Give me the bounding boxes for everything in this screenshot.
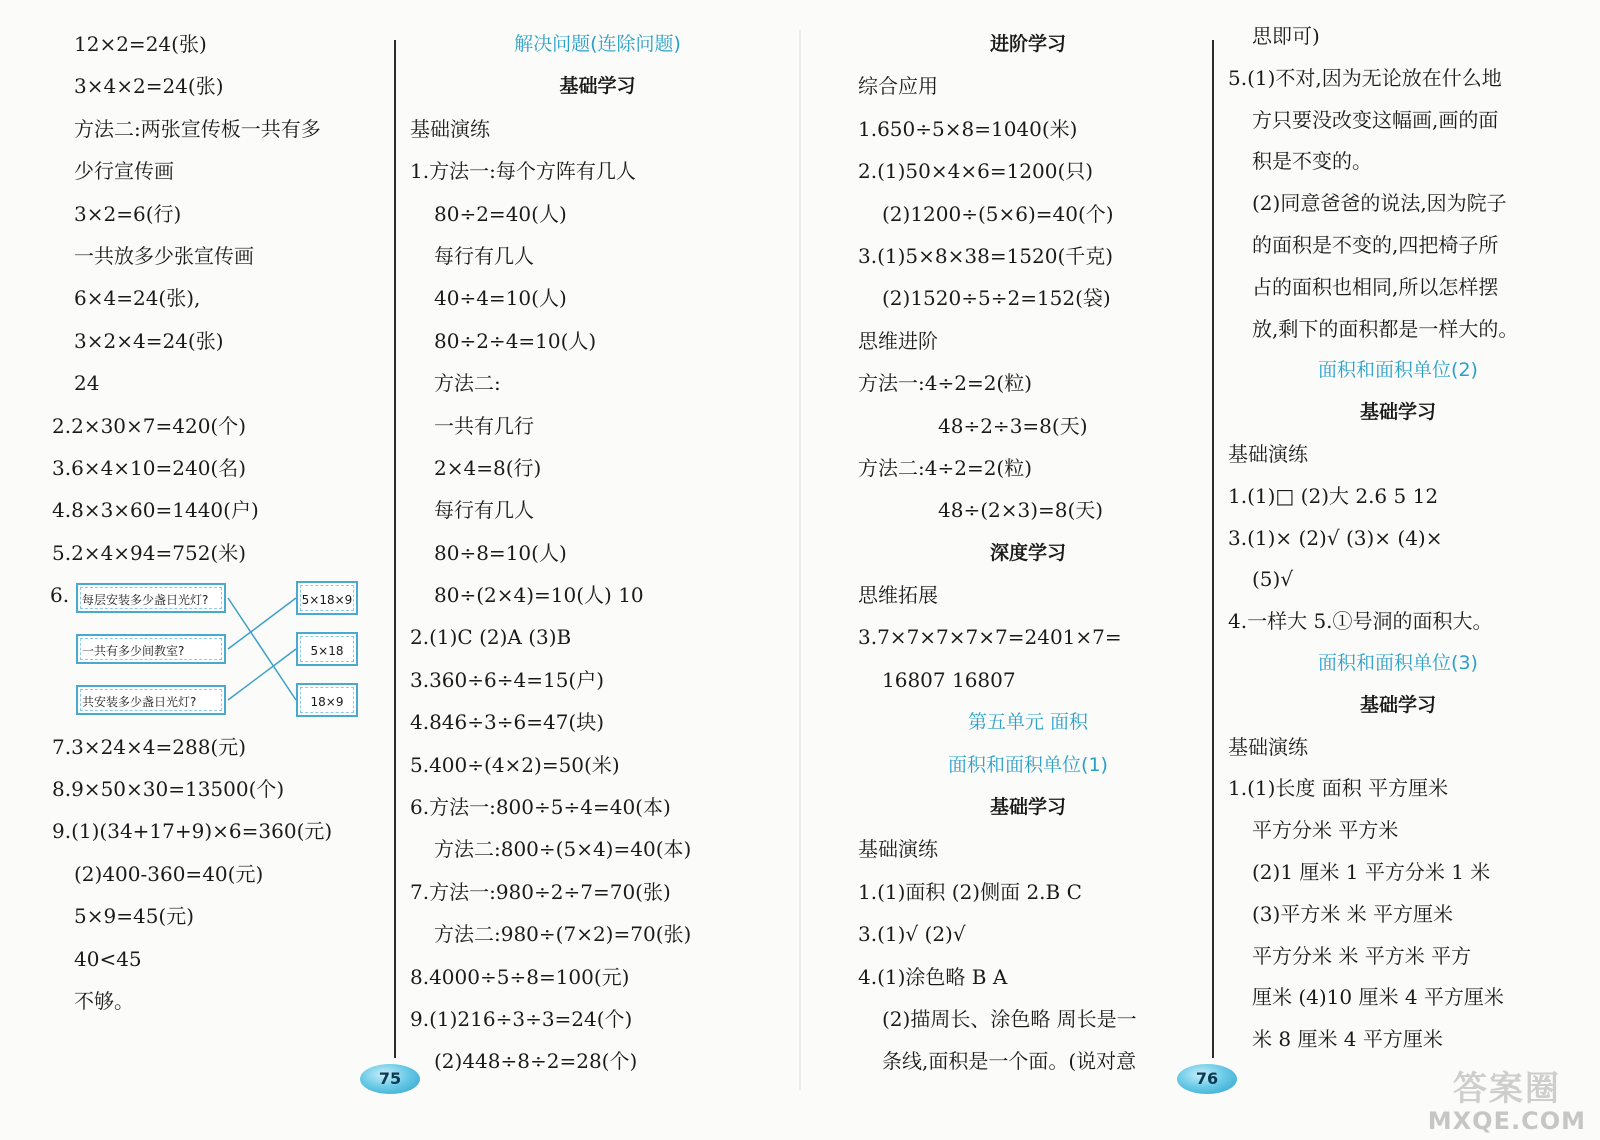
answer-line: 2×4=8(行) bbox=[434, 455, 542, 480]
column-divider bbox=[394, 40, 396, 1058]
answer-line: 占的面积也相同,所以怎样摆 bbox=[1252, 274, 1499, 299]
section-title: 面积和面积单位(1) bbox=[948, 753, 1108, 776]
answer-line: 2.2×30×7=420(个) bbox=[52, 413, 247, 438]
answer-line: 的面积是不变的,四把椅子所 bbox=[1252, 232, 1499, 257]
page-number-left: 75 bbox=[360, 1064, 420, 1094]
left-page-column-1 bbox=[52, 30, 387, 1015]
answer-line: 6.方法一:800÷5÷4=40(本) bbox=[410, 795, 671, 820]
answer-line: 3.6×4×10=240(名) bbox=[52, 455, 247, 480]
section-title: 面积和面积单位(3) bbox=[1318, 651, 1478, 674]
answer-line: 3×4×2=24(张) bbox=[74, 74, 224, 99]
question-number: 6. bbox=[50, 582, 70, 607]
answer-line: 3.(1)√ (2)√ bbox=[858, 922, 966, 947]
answer-line: 3×2=6(行) bbox=[74, 201, 182, 226]
answer-line: 3×2×4=24(张) bbox=[74, 328, 224, 353]
section-heading: 基础学习 bbox=[559, 75, 636, 98]
subsection-label: 基础演练 bbox=[1228, 734, 1308, 759]
answer-line: 5.400÷(4×2)=50(米) bbox=[410, 752, 620, 777]
answer-line: 1.(1)□ (2)大 2.6 5 12 bbox=[1228, 483, 1439, 508]
answer-line: 40÷4=10(人) bbox=[434, 286, 567, 311]
question-box: 每层安装多少盏日光灯? bbox=[76, 583, 226, 613]
matching-diagram bbox=[52, 581, 387, 725]
answer-line: (2)448÷8÷2=28(个) bbox=[434, 1049, 638, 1074]
answer-line: 80÷2÷4=10(人) bbox=[434, 328, 597, 353]
section-heading: 基础学习 bbox=[1359, 693, 1436, 716]
answer-line: 5×9=45(元) bbox=[74, 904, 195, 929]
page-number-right: 76 bbox=[1177, 1064, 1237, 1094]
answer-line: 4.(1)涂色略 B A bbox=[858, 964, 1008, 989]
watermark-url: MXQE.COM bbox=[1427, 1107, 1586, 1135]
answer-line: 9.(1)(34+17+9)×6=360(元) bbox=[52, 819, 333, 844]
section-title: 解决问题(连除问题) bbox=[514, 33, 681, 55]
watermark bbox=[1428, 1070, 1586, 1134]
answer-line: (2)1520÷5÷2=152(袋) bbox=[882, 286, 1111, 311]
answer-line: 2.(1)C (2)A (3)B bbox=[410, 625, 572, 650]
answer-line: 少行宣传画 bbox=[74, 159, 174, 184]
answer-line: 一共放多少张宣传画 bbox=[74, 243, 254, 268]
answer-line: 24 bbox=[74, 371, 100, 396]
answer-line: 条线,面积是一个面。(说对意 bbox=[882, 1049, 1137, 1074]
answer-line: 3.(1)5×8×38=1520(千克) bbox=[858, 243, 1114, 268]
answer-line: 2.(1)50×4×6=1200(只) bbox=[858, 159, 1094, 184]
answer-line: 40<45 bbox=[74, 946, 142, 971]
answer-line: (2)1 厘米 1 平方分米 1 米 bbox=[1252, 859, 1491, 884]
answer-line: (2)400-360=40(元) bbox=[74, 861, 264, 886]
answer-line: 9.(1)216÷3÷3=24(个) bbox=[410, 1006, 633, 1031]
answer-line: 1.(1)面积 (2)侧面 2.B C bbox=[858, 879, 1082, 904]
subsection-label: 基础演练 bbox=[858, 837, 938, 862]
answer-line: 方法二:980÷(7×2)=70(张) bbox=[434, 922, 692, 947]
question-box: 共安装多少盏日光灯? bbox=[76, 685, 226, 715]
answer-line: 7.方法一:980÷2÷7=70(张) bbox=[410, 879, 671, 904]
expression-box: 18×9 bbox=[296, 683, 358, 717]
answer-line: 积是不变的。 bbox=[1252, 149, 1372, 174]
left-page-column-2 bbox=[410, 30, 785, 1075]
answer-line: 48÷(2×3)=8(天) bbox=[938, 498, 1104, 523]
answer-line: 方法一:4÷2=2(粒) bbox=[858, 371, 1033, 396]
answer-line: 3.(1)× (2)√ (3)× (4)× bbox=[1228, 525, 1443, 550]
question-box: 一共有多少间教室? bbox=[76, 634, 226, 664]
answer-line: 平方分米 平方米 bbox=[1252, 818, 1399, 843]
expression-box: 5×18×9 bbox=[296, 581, 358, 615]
answer-line: 1.650÷5×8=1040(米) bbox=[858, 116, 1078, 141]
answer-line: 8.4000÷5÷8=100(元) bbox=[410, 964, 630, 989]
answer-line: 5.(1)不对,因为无论放在什么地 bbox=[1228, 65, 1502, 90]
right-page-column-2 bbox=[1228, 22, 1568, 1053]
answer-line: 5.2×4×94=752(米) bbox=[52, 540, 247, 565]
subsection-label: 思维进阶 bbox=[858, 328, 938, 353]
answer-line: 方法二:800÷(5×4)=40(本) bbox=[434, 837, 692, 862]
column-divider bbox=[1212, 40, 1214, 1058]
answer-line: 1.(1)长度 面积 平方厘米 bbox=[1228, 776, 1449, 801]
match-line bbox=[228, 598, 296, 649]
answer-line: 方法二: bbox=[434, 371, 501, 396]
subsection-label: 基础演练 bbox=[410, 116, 490, 141]
subsection-label: 基础演练 bbox=[1228, 441, 1308, 466]
section-heading: 深度学习 bbox=[989, 541, 1066, 564]
answer-line: (2)描周长、涂色略 周长是一 bbox=[882, 1006, 1137, 1031]
page-gutter bbox=[799, 30, 801, 1090]
subsection-label: 综合应用 bbox=[858, 74, 938, 99]
answer-line: 80÷8=10(人) bbox=[434, 540, 567, 565]
answer-line: 80÷(2×4)=10(人) 10 bbox=[434, 583, 644, 608]
right-page-column-1 bbox=[858, 30, 1198, 1075]
answer-line: (2)1200÷(5×6)=40(个) bbox=[882, 201, 1114, 226]
answer-line: 米 8 厘米 4 平方厘米 bbox=[1252, 1027, 1443, 1052]
unit-title: 第五单元 面积 bbox=[967, 711, 1089, 734]
section-title: 面积和面积单位(2) bbox=[1318, 359, 1478, 382]
answer-line: 不够。 bbox=[74, 989, 134, 1014]
section-heading: 基础学习 bbox=[1359, 401, 1436, 424]
answer-line: 厘米 (4)10 厘米 4 平方厘米 bbox=[1252, 985, 1504, 1010]
answer-line: 4.一样大 5.①号洞的面积大。 bbox=[1228, 609, 1493, 634]
answer-line: 方法二:4÷2=2(粒) bbox=[858, 455, 1033, 480]
answer-line: 4.846÷3÷6=47(块) bbox=[410, 710, 605, 735]
match-line bbox=[228, 649, 296, 700]
answer-line: 3.360÷6÷4=15(户) bbox=[410, 667, 605, 692]
watermark-logo: 答案圈 bbox=[1452, 1069, 1561, 1109]
answer-line: 方法二:两张宣传板一共有多 bbox=[74, 116, 321, 141]
answer-line: (3)平方米 米 平方厘米 bbox=[1252, 901, 1454, 926]
answer-line: 1.方法一:每个方阵有几人 bbox=[410, 159, 636, 184]
answer-line: 4.8×3×60=1440(户) bbox=[52, 498, 259, 523]
answer-line: 方只要没改变这幅画,画的面 bbox=[1252, 107, 1499, 132]
answer-line: 3.7×7×7×7×7=2401×7= bbox=[858, 625, 1122, 650]
expression-box: 5×18 bbox=[296, 632, 358, 666]
answer-line: 思即可) bbox=[1252, 24, 1320, 48]
answer-line: 每行有几人 bbox=[434, 243, 534, 268]
section-heading: 进阶学习 bbox=[989, 33, 1066, 55]
answer-line: 48÷2÷3=8(天) bbox=[938, 413, 1088, 438]
subsection-label: 思维拓展 bbox=[858, 583, 938, 608]
answer-line: 每行有几人 bbox=[434, 498, 534, 523]
answer-line: 7.3×24×4=288(元) bbox=[52, 734, 247, 759]
answer-line: 8.9×50×30=13500(个) bbox=[52, 777, 285, 802]
answer-line: 12×2=24(张) bbox=[74, 32, 207, 56]
answer-line: 6×4=24(张), bbox=[74, 286, 201, 311]
answer-line: 放,剩下的面积都是一样大的。 bbox=[1252, 316, 1519, 341]
answer-line: (5)√ bbox=[1252, 567, 1294, 592]
match-line bbox=[228, 598, 296, 700]
section-heading: 基础学习 bbox=[989, 796, 1066, 819]
answer-line: 80÷2=40(人) bbox=[434, 201, 567, 226]
answer-line: 16807 16807 bbox=[882, 667, 1016, 692]
answer-line: (2)同意爸爸的说法,因为院子 bbox=[1252, 191, 1507, 216]
answer-line: 平方分米 米 平方米 平方 bbox=[1252, 943, 1472, 968]
answer-line: 一共有几行 bbox=[434, 413, 534, 438]
